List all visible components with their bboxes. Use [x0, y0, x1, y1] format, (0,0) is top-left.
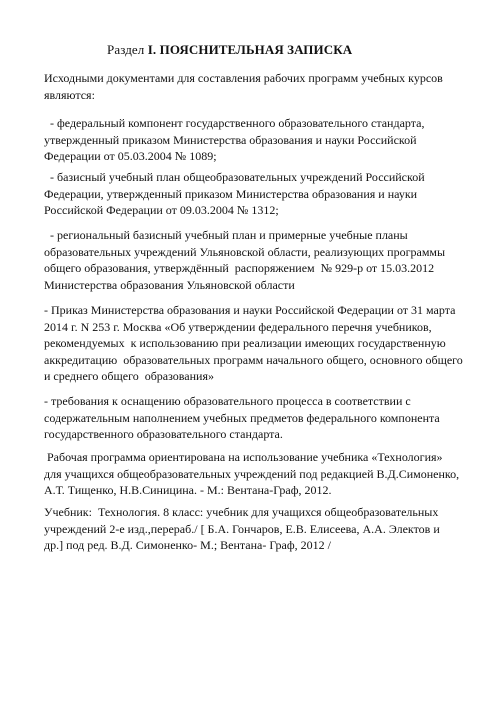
text-line: и среднего общего образования»	[44, 369, 214, 384]
text-line: рекомендуемых к использованию при реализации имеющих государственную	[44, 336, 446, 351]
text-line: общего образования, утверждённый распоряжением № 929-р от 15.03.2012	[44, 261, 435, 276]
text-line: Министерства образования Ульяновской области	[44, 277, 295, 292]
text-line: - базисный учебный план общеобразовательных учреждений Российской	[44, 170, 425, 184]
text-line: др.] под ред. В.Д. Симоненко- М.; Вентана- Граф, 2012 /	[44, 538, 331, 553]
paragraph-basic-plan	[44, 169, 464, 219]
text-line: А.Т. Тищенко, Н.В.Синицина. - М.: Вентана-Граф, 2012.	[44, 483, 332, 498]
text-line: Федерации, утвержденный приказом Министерства образования и науки	[44, 186, 418, 201]
paragraph-federal-standard	[44, 115, 464, 165]
text-line: учреждений 2-е изд.,перераб./ [ Б.А. Гончаров, Е.В. Елисеева, А.А. Электов и	[44, 521, 440, 536]
section-number: I.	[147, 42, 157, 57]
paragraph-program-orientation	[44, 449, 464, 499]
text-line: - требования к оснащению образовательного процесса в соответствии с	[44, 394, 411, 408]
text-line: Рабочая программа ориентирована на использование учебника «Технология»	[44, 450, 443, 464]
text-line: 2014 г. N 253 г. Москва «Об утверждении федерального перечня учебников,	[44, 319, 432, 334]
paragraph-intro	[44, 70, 464, 103]
paragraph-regional-plan	[44, 227, 464, 293]
text-line: Российской Федерации от 09.03.2004 № 1312;	[44, 203, 279, 218]
text-line: являются:	[44, 87, 95, 102]
text-line: - федеральный компонент государственного образовательного стандарта,	[44, 116, 425, 130]
text-line: Исходными документами для составления рабочих программ учебных курсов	[44, 71, 443, 85]
paragraph-ministry-order	[44, 302, 464, 385]
text-line: Федерации от 05.03.2004 № 1089;	[44, 149, 217, 164]
text-line: - региональный базисный учебный план и примерные учебные планы	[44, 228, 408, 242]
text-line: утвержденный приказом Министерства образования и науки Российской	[44, 132, 417, 147]
section-word: Раздел	[107, 42, 145, 57]
text-line: образовательных учреждений Ульяновской области, реализующих программы	[44, 244, 446, 259]
text-line: содержательным наполнением учебных предметов федерального компонента	[44, 410, 440, 425]
text-line: Учебник: Технология. 8 класс: учебник для учащихся общеобразовательных	[44, 505, 439, 519]
section-title: ПОЯСНИТЕЛЬНАЯ ЗАПИСКА	[159, 42, 353, 57]
section-heading	[107, 42, 352, 58]
text-line: аккредитацию образовательных программ начального общего, основного общего	[44, 352, 463, 367]
text-line: - Приказ Министерства образования и науки Российской Федерации от 31 марта	[44, 303, 456, 317]
text-line: государственного образовательного стандарта.	[44, 427, 283, 442]
text-line: для учащихся общеобразовательных учреждений под редакцией В.Д.Симоненко,	[44, 466, 460, 481]
paragraph-equipment-requirements	[44, 393, 464, 443]
paragraph-textbook	[44, 504, 464, 554]
